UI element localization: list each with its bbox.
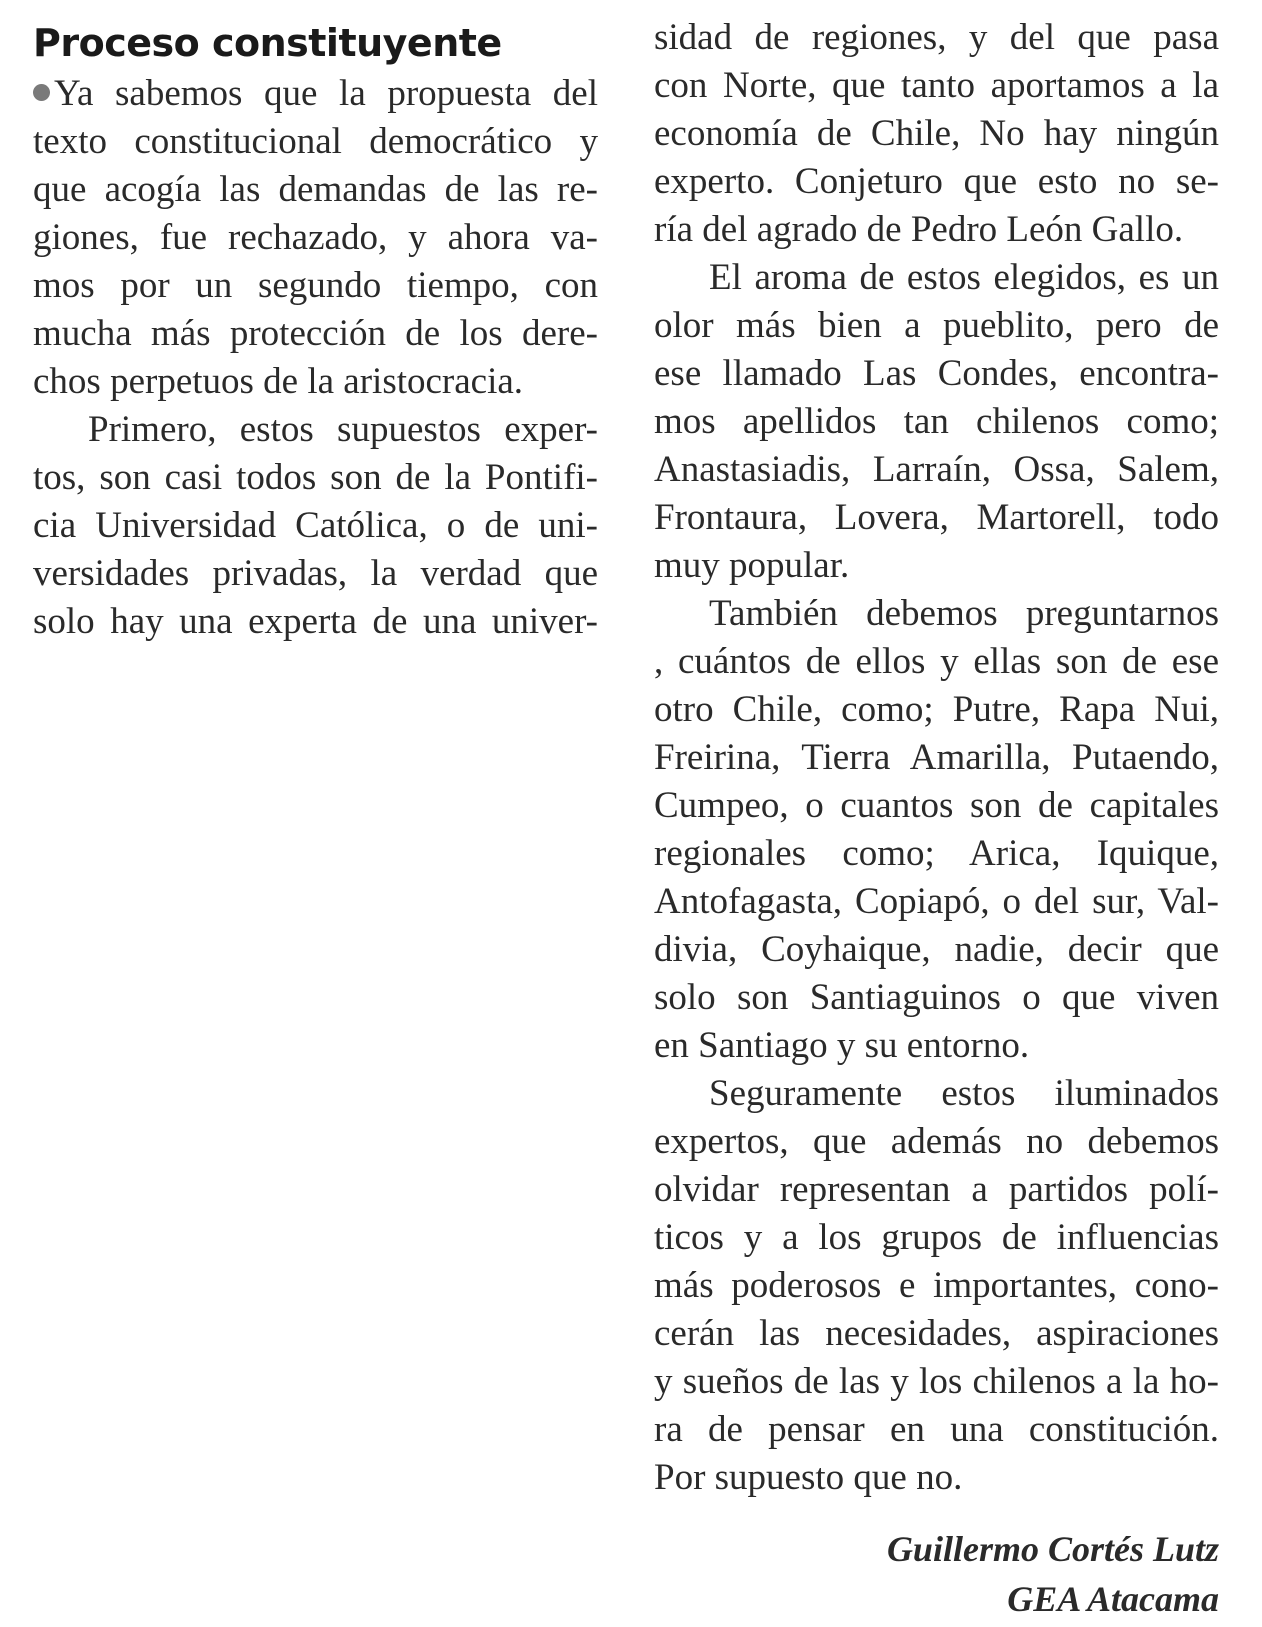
text-line: Primero, estos supuestos exper- xyxy=(88,409,598,450)
text-line: otro Chile, como; Putre, Rapa Nui, xyxy=(654,689,1219,730)
text-line: texto constitucional democrático y xyxy=(33,121,598,162)
text-line: ticos y a los grupos de influencias xyxy=(654,1217,1219,1258)
text-line: solo hay una experta de una univer- xyxy=(33,601,598,642)
bullet-icon xyxy=(33,84,50,101)
text-line: con Norte, que tanto aportamos a la xyxy=(654,65,1219,106)
text-line: y sueños de las y los chilenos a la ho- xyxy=(654,1361,1219,1402)
text-line: divia, Coyhaique, nadie, decir que xyxy=(654,929,1219,970)
text-line: olor más bien a pueblito, pero de xyxy=(654,305,1219,346)
text-line: , cuántos de ellos y ellas son de ese xyxy=(654,641,1219,682)
text-line: Frontaura, Lovera, Martorell, todo xyxy=(654,497,1219,538)
text-line: muy popular. xyxy=(654,545,850,586)
text-line: versidades privadas, la verdad que xyxy=(33,553,598,594)
text-line: olvidar representan a partidos polí- xyxy=(654,1169,1219,1210)
text-line: que acogía las demandas de las re- xyxy=(33,169,598,210)
author-organization: GEA Atacama xyxy=(1007,1579,1219,1619)
text-line: Cumpeo, o cuantos son de capitales xyxy=(654,785,1219,826)
left-column xyxy=(33,14,598,646)
text-line: Seguramente estos iluminados xyxy=(709,1073,1219,1114)
text-line: mos apellidos tan chilenos como; xyxy=(654,401,1219,442)
text-line: ra de pensar en una constitución. xyxy=(654,1409,1219,1450)
text-line: experto. Conjeturo que esto no se- xyxy=(654,161,1219,202)
text-line: mos por un segundo tiempo, con xyxy=(33,265,598,306)
text-line: más poderosos e importantes, cono- xyxy=(654,1265,1219,1306)
text-line: en Santiago y su entorno. xyxy=(654,1025,1030,1066)
text-line: cia Universidad Católica, o de uni- xyxy=(33,505,598,546)
text-line: expertos, que además no debemos xyxy=(654,1121,1219,1162)
right-column xyxy=(654,14,1219,1624)
text-line: solo son Santiaguinos o que viven xyxy=(654,977,1219,1018)
text-line: economía de Chile, No hay ningún xyxy=(654,113,1219,154)
text-line: Por supuesto que no. xyxy=(654,1457,963,1498)
text-line: giones, fue rechazado, y ahora va- xyxy=(33,217,598,258)
text-line: regionales como; Arica, Iquique, xyxy=(654,833,1219,874)
text-line: Freirina, Tierra Amarilla, Putaendo, xyxy=(654,737,1219,778)
text-line: ría del agrado de Pedro León Gallo. xyxy=(654,209,1184,250)
text-line: Anastasiadis, Larraín, Ossa, Salem, xyxy=(654,449,1219,490)
text-line: Ya sabemos que la propuesta del xyxy=(33,70,598,118)
text-line: sidad de regiones, y del que pasa xyxy=(654,17,1219,58)
text-line: El aroma de estos elegidos, es un xyxy=(709,257,1219,298)
text-line: chos perpetuos de la aristocracia. xyxy=(33,361,524,402)
text-line: ese llamado Las Condes, encontra- xyxy=(654,353,1219,394)
text-line: También debemos preguntarnos xyxy=(709,593,1219,634)
text-line: mucha más protección de los dere- xyxy=(33,313,598,354)
author-name: Guillermo Cortés Lutz xyxy=(886,1529,1219,1569)
text-line: Antofagasta, Copiapó, o del sur, Val- xyxy=(654,881,1219,922)
headline: Proceso constituyente xyxy=(33,21,502,65)
text-line: cerán las necesidades, aspiraciones xyxy=(654,1313,1219,1354)
text-line: tos, son casi todos son de la Pontifi- xyxy=(33,457,598,498)
signature-block xyxy=(654,1524,1219,1624)
